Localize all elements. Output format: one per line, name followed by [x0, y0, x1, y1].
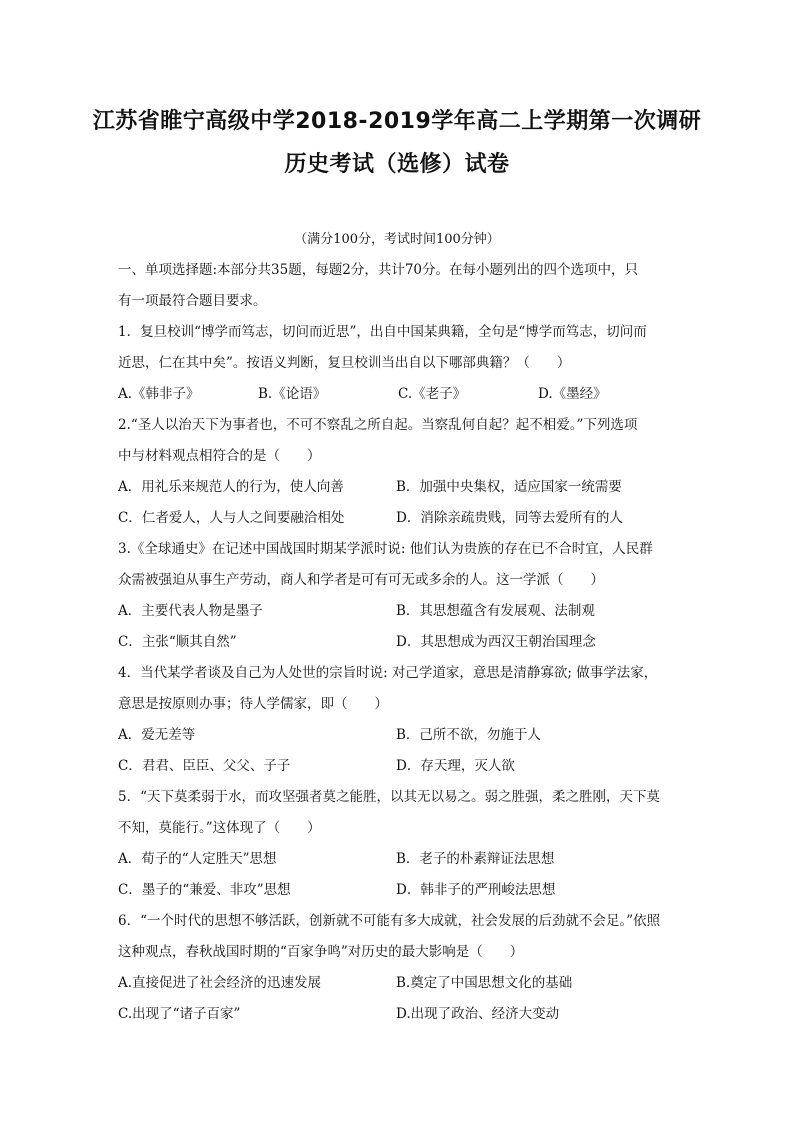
question-options-row [118, 968, 678, 999]
option-c: C．仁者爱人，人与人之间要融洽相处 [118, 510, 345, 526]
exam-score-time-note: （满分100分，考试时间100分钟） [294, 232, 500, 247]
option-b: B.奠定了中国思想文化的基础 [396, 975, 573, 991]
option-c: C．君君、臣臣、父父、子子 [118, 758, 291, 774]
question-options-row [118, 720, 678, 751]
section-instructions-line1: 一、单项选择题:本部分共35题，每题2分，共计70分。在每小题列出的四个选项中，只 [118, 262, 638, 278]
question-options-row [118, 999, 678, 1030]
question-stem-line: 1．复旦校训“博学而笃志，切问而近思”，出自中国某典籍，全句是“博学而笃志，切问而 [118, 324, 647, 340]
question-stem-line: 不知，莫能行。”这体现了（ ） [118, 820, 321, 836]
option-b: B．己所不欲，勿施于人 [396, 727, 541, 743]
option-d: D.《墨经》 [538, 386, 607, 402]
question-stem-line: 3.《全球通史》在记述中国战国时期某学派时说: 他们认为贵族的存在已不合时宜，人民群 [118, 541, 653, 557]
question-options-row [118, 875, 678, 906]
option-c: C.出现了“诸子百家” [118, 1006, 241, 1022]
option-d: D．消除亲疏贵贱，同等去爱所有的人 [396, 510, 623, 526]
option-d: D．存天理，灭人欲 [396, 758, 515, 774]
option-a: A．荀子的“人定胜天”思想 [118, 851, 277, 867]
question-stem-line: 5．“天下莫柔弱于水，而攻坚强者莫之能胜，以其无以易之。弱之胜强，柔之胜刚，天下莫 [118, 789, 660, 805]
option-b: B．加强中央集权，适应国家一统需要 [396, 479, 622, 495]
exam-content [118, 255, 678, 1030]
option-b: B．其思想蕴含有发展观、法制观 [396, 603, 595, 619]
option-d: D.出现了政治、经济大变动 [396, 1006, 560, 1022]
option-d: D．其思想成为西汉王朝治国理念 [396, 634, 596, 650]
option-a: A.直接促进了社会经济的迅速发展 [118, 975, 322, 991]
question-options-row [118, 472, 678, 503]
question-stem-line: 众需被强迫从事生产劳动，商人和学者是可有可无或多余的人。这一学派（ ） [118, 572, 604, 588]
question-options-row [118, 751, 678, 782]
question-options-row [118, 503, 678, 534]
option-c: C．墨子的“兼爱、非攻”思想 [118, 882, 291, 898]
question-stem-line: 这种观点，春秋战国时期的“百家争鸣”对历史的最大影响是（ ） [118, 944, 524, 960]
question-3 [118, 534, 678, 658]
question-options-row [118, 627, 678, 658]
option-d: D．韩非子的严刑峻法思想 [396, 882, 556, 898]
question-stem-line: 6．“一个时代的思想不够活跃，创新就不可能有多大成就，社会发展的后劲就不会足。”依照 [118, 913, 661, 929]
question-stem-line: 2.“圣人以治天下为事者也，不可不察乱之所自起。当察乱何自起？起不相爱。”下列选项 [118, 417, 638, 433]
option-c: C．主张“顺其自然” [118, 634, 237, 650]
option-b: B.《论语》 [258, 386, 327, 402]
question-5 [118, 782, 678, 906]
question-stem-line: 近思，仁在其中矣”。按语义判断，复旦校训当出自以下哪部典籍？（ ） [118, 355, 571, 371]
option-c: C.《老子》 [398, 386, 467, 402]
exam-title-line1: 江苏省睢宁高级中学2018-2019学年高二上学期第一次调研 [92, 109, 702, 134]
option-a: A．主要代表人物是墨子 [118, 603, 263, 619]
option-a: A.《韩非子》 [118, 386, 200, 402]
exam-title-line2: 历史考试（选修）试卷 [284, 152, 510, 177]
option-b: B．老子的朴素辩证法思想 [396, 851, 555, 867]
question-1 [118, 317, 678, 410]
option-a: A．爱无差等 [118, 727, 196, 743]
question-options [118, 379, 678, 410]
question-6 [118, 906, 678, 1030]
question-2 [118, 410, 678, 534]
question-4 [118, 658, 678, 782]
question-options-row [118, 844, 678, 875]
option-a: A．用礼乐来规范人的行为，使人向善 [118, 479, 344, 495]
question-options-row [118, 596, 678, 627]
question-stem-line: 意思是按原则办事；待人学儒家，即（ ） [118, 696, 388, 712]
question-stem-line: 4．当代某学者谈及自己为人处世的宗旨时说: 对己学道家，意思是清静寡欲; 做事学法家， [118, 665, 658, 681]
question-stem-line: 中与材料观点相符合的是（ ） [118, 448, 321, 464]
section-instructions-line2: 有一项最符合题目要求。 [118, 293, 267, 309]
